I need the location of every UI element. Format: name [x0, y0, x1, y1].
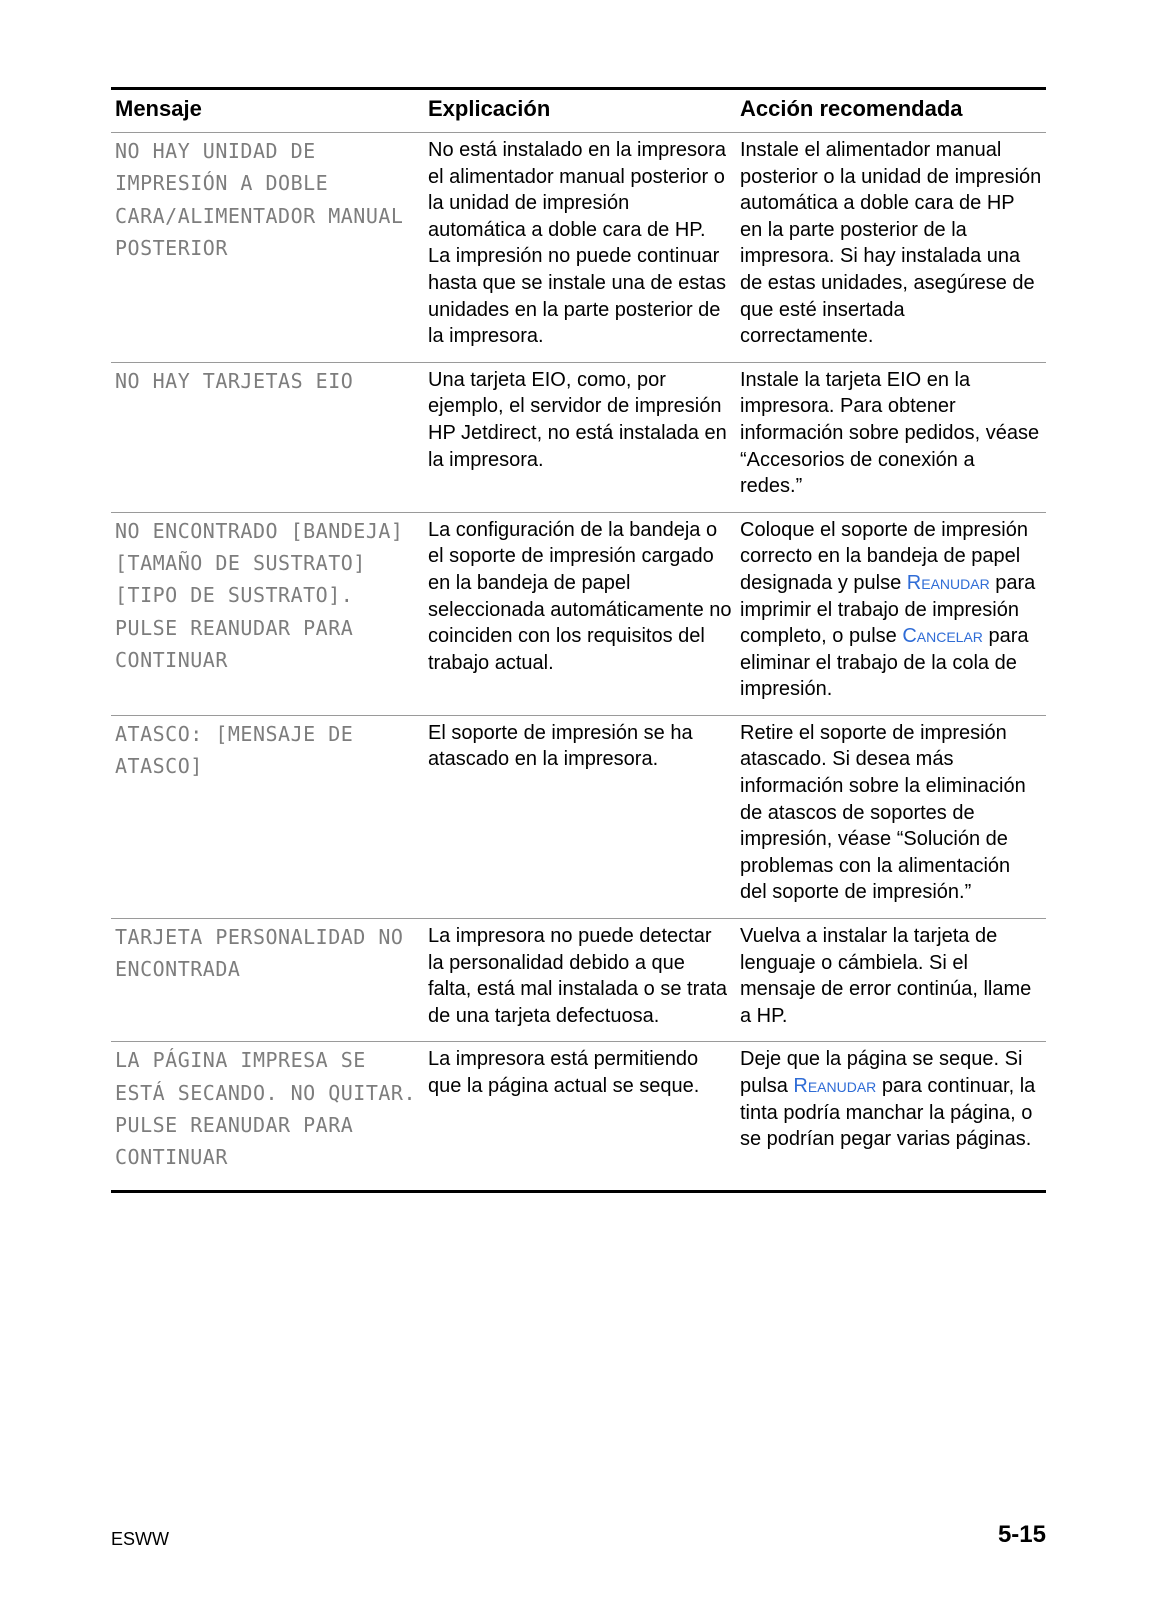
message-cell: NO HAY UNIDAD DE IMPRESIÓN A DOBLE CARA/ALIMENTADOR MANUAL POSTERIOR: [111, 133, 424, 363]
header-row: [111, 89, 1046, 133]
action-text: Coloque el soporte de impresión correcto en la bandeja de papel designada y pulse: [740, 518, 1028, 594]
explanation-cell: Una tarjeta EIO, como, por ejemplo, el servidor de impresión HP Jetdirect, no está instalada en la impresora.: [424, 362, 736, 512]
action-text: para eliminar el trabajo de la cola de impresión.: [740, 625, 1029, 701]
message-cell: TARJETA PERSONALIDAD NO ENCONTRADA: [111, 919, 424, 1042]
action-cell: [736, 715, 1046, 918]
table-row: [111, 715, 1046, 918]
action-text: Retire el soporte de impresión atascado. Si desea más información sobre la eliminación de atascos de soportes de impresión, véase “Solución de problemas con la alimentación del soporte de impresión.”: [740, 721, 1026, 904]
message-cell: ATASCO: [MENSAJE DE ATASCO]: [111, 715, 424, 918]
action-cell: [736, 1042, 1046, 1191]
explanation-cell: La impresora no puede detectar la personalidad debido a que falta, está mal instalada o se trata de una tarjeta defectuosa.: [424, 919, 736, 1042]
footer-locale: ESWW: [111, 1529, 169, 1549]
table-row: [111, 512, 1046, 715]
table-row: [111, 919, 1046, 1042]
page-number: 5-15: [997, 1521, 1046, 1548]
action-text: para imprimir el trabajo de impresión completo, o pulse: [740, 571, 1036, 648]
message-cell: NO ENCONTRADO [BANDEJA] [TAMAÑO DE SUSTRATO] [TIPO DE SUSTRATO]. PULSE REANUDAR PARA CONTINUAR: [111, 512, 424, 715]
table-row: [111, 133, 1046, 363]
message-cell: NO HAY TARJETAS EIO: [111, 362, 424, 512]
action-cell: [736, 133, 1046, 363]
table-row: [111, 1042, 1046, 1191]
action-cell: [736, 919, 1046, 1042]
header-accion: Acción recomendada: [736, 89, 1046, 133]
action-text: Instale el alimentador manual posterior o la unidad de impresión automática a doble cara de HP en la parte posterior de la impresora. Si hay instalada una de estas unidades, asegúrese de que esté insertada correctamente.: [740, 139, 1042, 348]
action-text: para continuar, la tinta podría manchar la página, o se podrían pegar varias páginas.: [740, 1075, 1036, 1151]
header-explicacion: Explicación: [424, 89, 736, 133]
action-cell: [736, 362, 1046, 512]
explanation-cell: La impresora está permitiendo que la página actual se seque.: [424, 1042, 736, 1191]
reanudar-keyword: Reanudar: [793, 1075, 877, 1097]
action-text: Vuelva a instalar la tarjeta de lenguaje o cámbiela. Si el mensaje de error continúa, llame a HP.: [740, 925, 1032, 1027]
reanudar-keyword: Reanudar: [906, 571, 990, 594]
explanation-cell: El soporte de impresión se ha atascado en la impresora.: [424, 715, 736, 918]
explanation-cell: La configuración de la bandeja o el soporte de impresión cargado en la bandeja de papel seleccionada automáticamente no coinciden con los requisitos del trabajo actual.: [424, 512, 736, 715]
error-message-table: [111, 87, 1046, 1193]
header-mensaje: Mensaje: [111, 89, 424, 133]
action-text: Deje que la página se seque. Si pulsa: [740, 1048, 1023, 1097]
action-cell: [736, 512, 1046, 715]
message-table: [111, 87, 1046, 1193]
table-row: [111, 362, 1046, 512]
message-cell: LA PÁGINA IMPRESA SE ESTÁ SECANDO. NO QUITAR. PULSE REANUDAR PARA CONTINUAR: [111, 1042, 424, 1191]
cancelar-keyword: Cancelar: [902, 625, 983, 648]
action-text: Instale la tarjeta EIO en la impresora. Para obtener información sobre pedidos, véase “Accesorios de conexión a redes.”: [740, 368, 1040, 498]
explanation-cell: No está instalado en la impresora el alimentador manual posterior o la unidad de impresión automática a doble cara de HP. La impresión no puede continuar hasta que se instale una de estas unidades en la parte posterior de la impresora.: [424, 133, 736, 363]
